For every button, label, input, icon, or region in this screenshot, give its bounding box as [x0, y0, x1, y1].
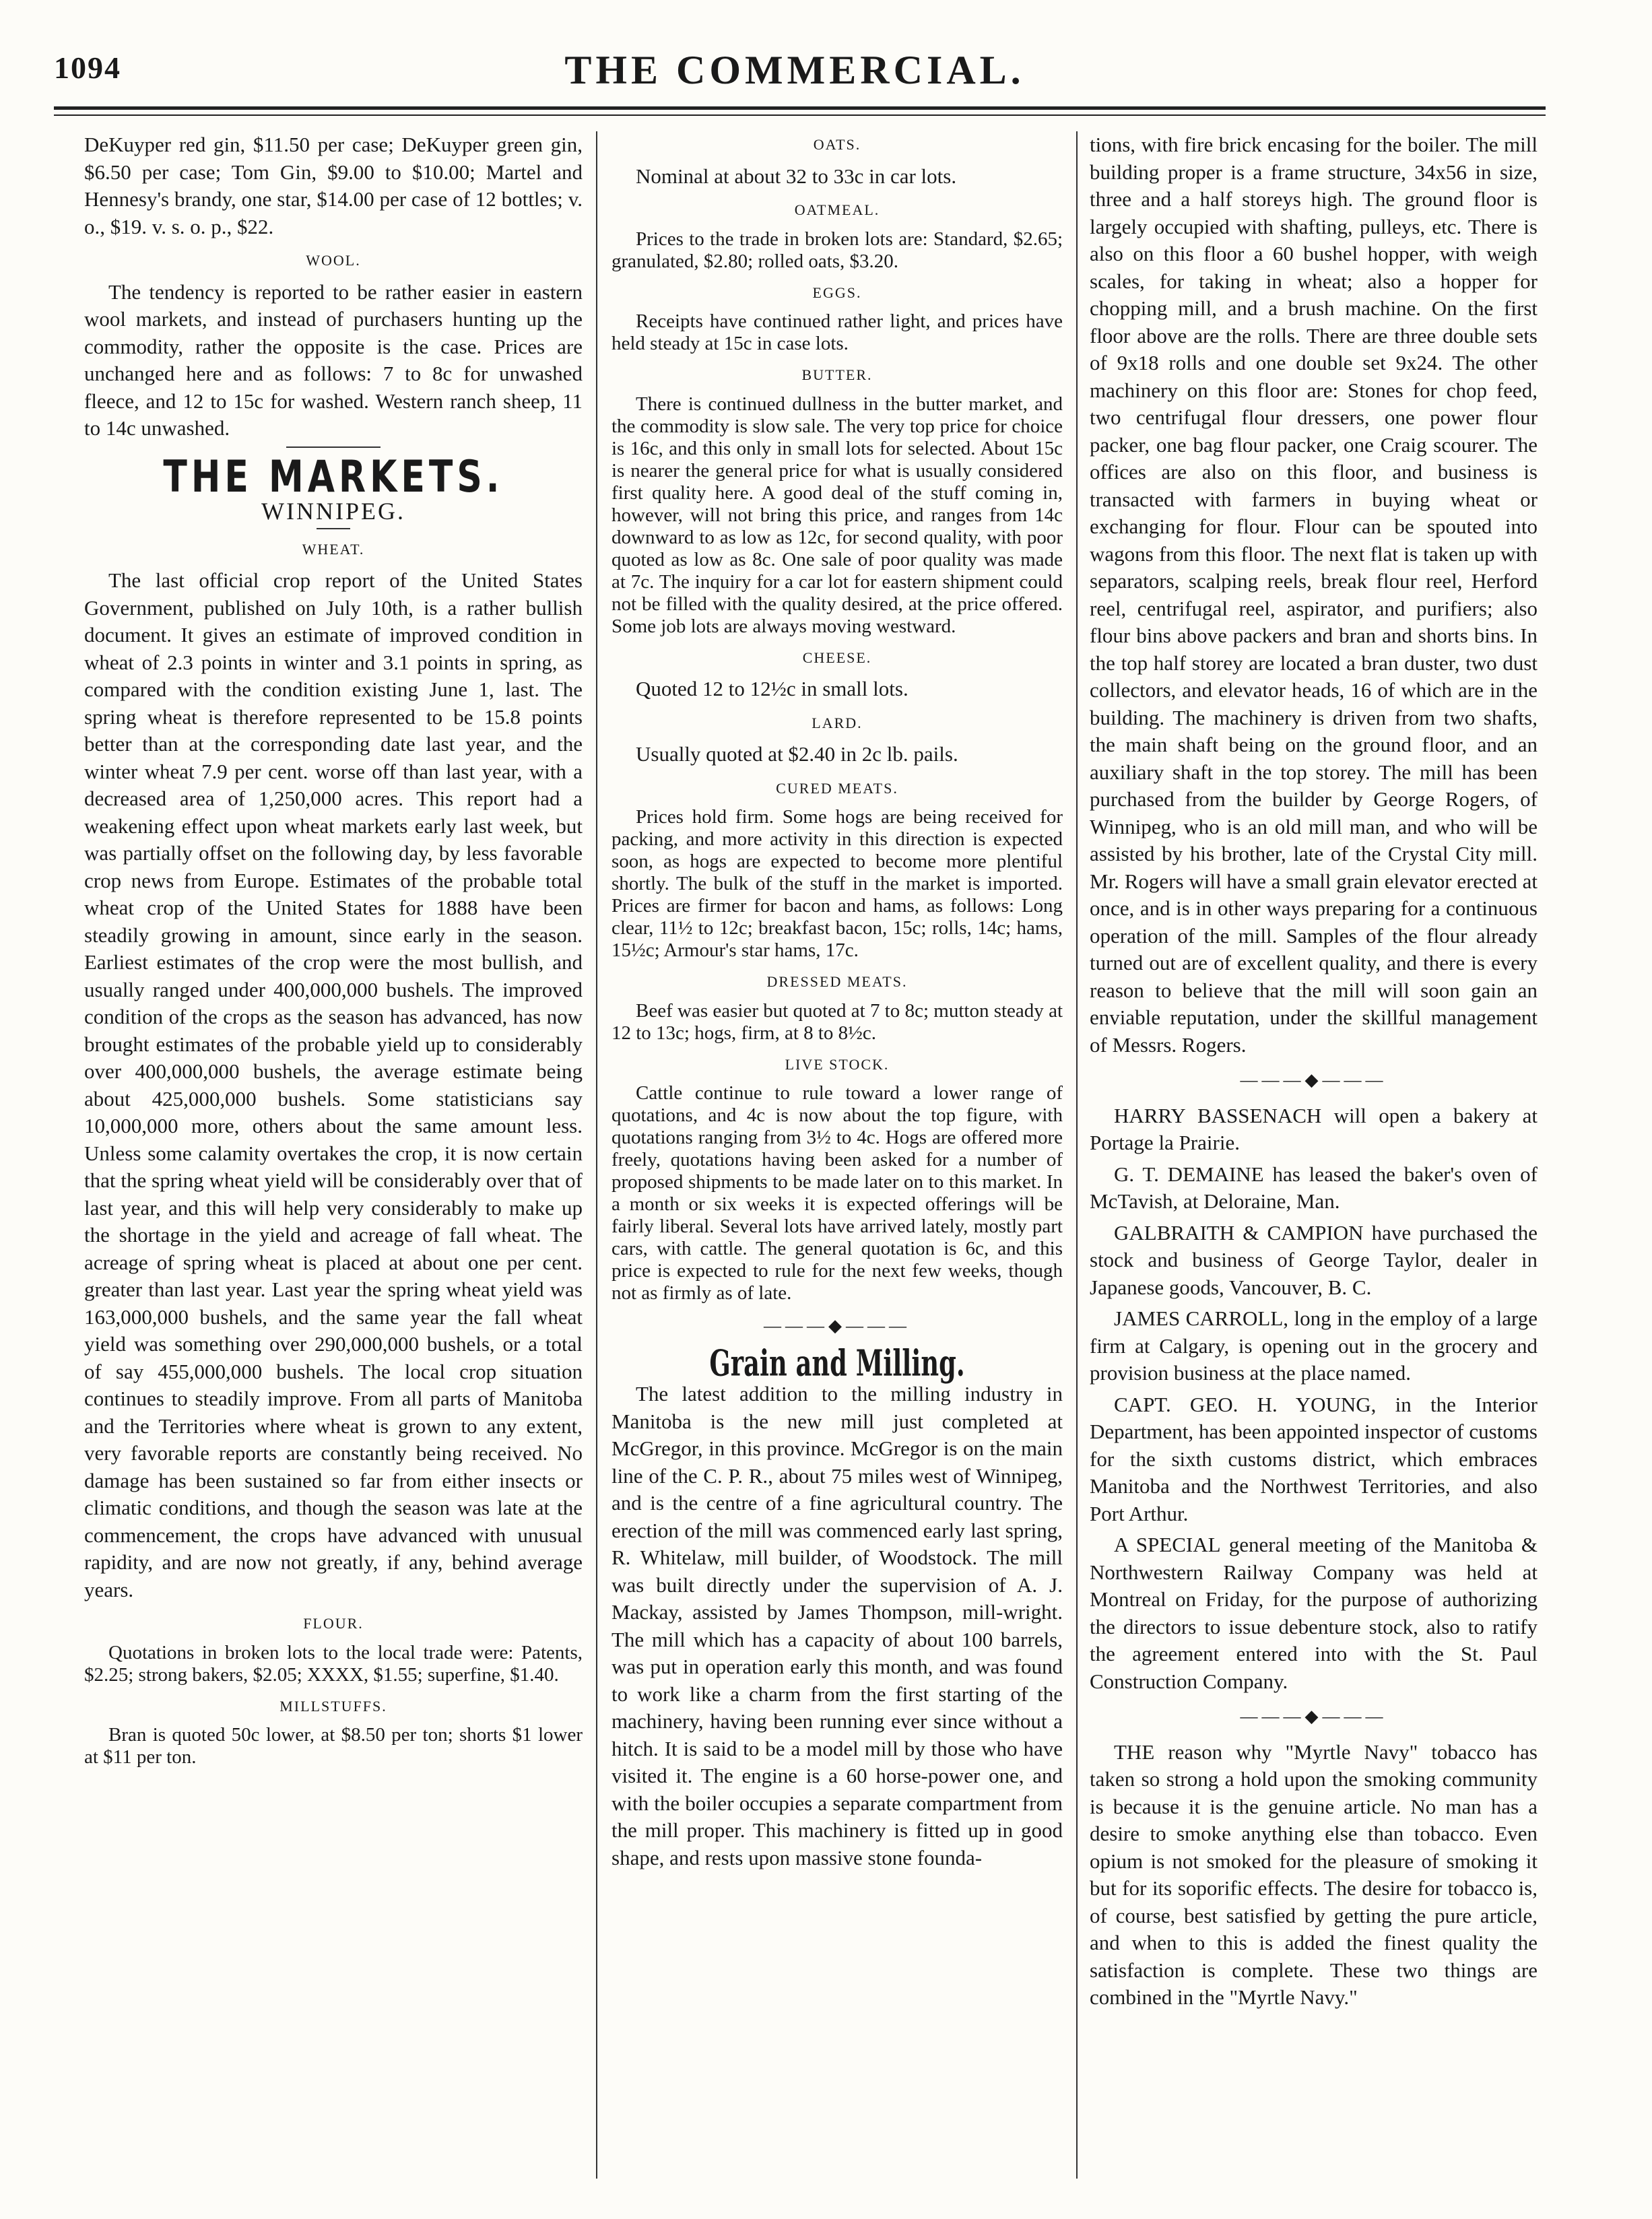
article-paragraph: Quoted 12 to 12½c in small lots.: [636, 677, 908, 700]
article-paragraph: Prices to the trade in broken lots are: Standard, $2.65; granulated, $2.80; rolled oats, $3.20.: [612, 228, 1063, 272]
ornamental-divider: ———◆———: [764, 1316, 911, 1335]
column-3: [1090, 131, 1538, 2192]
page-number: 1094: [54, 51, 121, 85]
news-item-name: GALBRAITH & CAMPION: [1114, 1220, 1364, 1245]
news-item-name: G. T. DEMAINE: [1114, 1162, 1264, 1186]
section-heading-cheese: CHEESE.: [802, 649, 872, 666]
article-paragraph: Receipts have continued rather light, and prices have held steady at 15c in case lots.: [612, 310, 1063, 354]
article-paragraph: There is continued dullness in the butter market, and the commodity is slow sale. The very top price for choice is 16c, and this only in small lots for selected. About 15c is nearer the general price for what is usually considered first quality here. A good deal of the stuff coming in, however, will not bring this price, and ranges from 14c downward to as low as 12c, for second quality, with poor quoted as low as 8c. One sale of poor quality was made at 7c. The inquiry for a car lot for eastern shipment could not be filled with the quality desired, at the price offered. Some job lots are always moving westward.: [612, 393, 1063, 637]
section-heading-lard: LARD.: [812, 714, 863, 731]
article-paragraph: The last official crop report of the United States Government, published on July 10th, is a rather bullish document. It gives an estimate of improved condition in wheat of 2.3 points in winter and 3.1 points in spring, as compared with the condition existing June 1, last. The spring wheat is therefore represented to be 15.8 points better than at the corresponding date last year, and the winter wheat 7.9 per cent. worse off than last year, with a decreased area of 1,250,000 acres. This report had a weakening effect upon wheat markets early last week, but was partially offset on the following day, by less favorable crop news from Europe. Estimates of the probable total wheat crop of the United States for 1888 have been steadily growing in amount, since early in the season. Earliest estimates of the crop were the most bullish, and usually ranged under 400,000,000 bushels. The improved condition of the crops as the season has advanced, has now brought estimates of the probable yield up to considerably over 400,000,000 bushels, the average estimate being about 425,000,000 bushels. Some statisticians say 10,000,000 more, others about the same amount less. Unless some calamity overtakes the crop, it is now certain that the spring wheat yield will be considerably over that of last year, and this will help very considerably to make up the shortage in the yield and acreage of fall wheat. The acreage of spring wheat is placed at about one per cent. greater than last year. Last year the spring wheat yield was 163,000,000 bushels, and the same year the fall wheat yield was something over 290,000,000 bushels, or a total of say 455,000,000 bushels. The local crop situation continues to steadily improve. From all parts of Manitoba and the Territories where wheat is grown to any extent, very favorable reports are constantly being received. No damage has been sustained so far from either insects or climatic conditions, and though the season was late at the commencement, the crops have advanced with unusual rapidity, and are now not greatly, if any, behind average years.: [84, 568, 583, 1601]
grain-milling-title: Grain and Milling.: [709, 1342, 965, 1384]
article-paragraph: Quotations in broken lots to the local trade were: Patents, $2.25; strong bakers, $2.05; XXXX, $1.55; superfine, $1.40.: [84, 1641, 583, 1686]
column-2: [612, 131, 1063, 2192]
header-rule: [54, 106, 1546, 110]
column-divider: [1076, 131, 1078, 2179]
news-item-name: CAPT. GEO. H. YOUNG,: [1114, 1392, 1377, 1416]
masthead-title: THE COMMERCIAL.: [564, 48, 1025, 92]
section-heading-oats: OATS.: [813, 136, 861, 153]
header-rule-thin: [54, 114, 1546, 116]
news-item: [1090, 1102, 1538, 1157]
news-item: [1090, 1739, 1538, 2012]
section-heading-live-stock: LIVE STOCK.: [785, 1055, 890, 1073]
section-heading-cured-meats: CURED MEATS.: [776, 779, 898, 797]
section-heading-butter: BUTTER.: [801, 366, 873, 383]
news-item-name: A SPECIAL: [1114, 1533, 1221, 1556]
article-paragraph: Usually quoted at $2.40 in 2c lb. pails.: [636, 742, 958, 766]
divider: [286, 446, 381, 448]
news-item-name: HARRY BASSENACH: [1114, 1103, 1322, 1127]
section-heading-flour: FLOUR.: [303, 1615, 364, 1632]
news-item-text: reason why "Myrtle Navy" tobacco has taken so strong a hold upon the smoking community is because it is the genuine article. No man has a desire to smoke anything else than tobacco. Even opium is not smoked for the pleasure of smoking it but for its soporific effects. The desire for tobacco is, of course, best satisfied by getting the pure article, and when to this is added the finest quality the satisfaction is complete. These two things are combined in the "Myrtle Navy.": [1090, 1740, 1538, 2009]
section-heading-dressed-meats: DRESSED MEATS.: [766, 973, 908, 990]
ornamental-divider: ———◆———: [1240, 1070, 1387, 1090]
news-item-name: THE: [1114, 1740, 1155, 1764]
column-divider: [596, 131, 597, 2179]
article-paragraph: Cattle continue to rule toward a lower range of quotations, and 4c is now about the top figure, with quotations ranging from 3½ to 4c. Hogs are offered more freely, quotations having been asked for a number of proposed shipments to be made later on to this market. In a month or six weeks it is expected offerings will be fairly liberal. Several lots have arrived lately, mostly part cars, with cattle. The general quotation is 6c, and this price is expected to rule for the next few weeks, though not as firmly as of late.: [612, 1082, 1063, 1304]
news-item: [1090, 1161, 1538, 1216]
news-item-text: has leased the baker's oven of McTavish, at Deloraine, Man.: [1090, 1162, 1538, 1213]
article-paragraph: Prices hold firm. Some hogs are being received for packing, and more activity in this direction is expected soon, as hogs are expected to become more plentiful shortly. The bulk of the stuff in the market is imported. Prices are firmer for bacon and hams, as follows: Long clear, 11½ to 12c; breakfast bacon, 15c; rolls, 14c; hams, 15½c; Armour's star hams, 17c.: [612, 806, 1063, 961]
article-paragraph: Nominal at about 32 to 33c in car lots.: [636, 164, 957, 188]
article-paragraph: tions, with fire brick encasing for the boiler. The mill building proper is a frame structure, 34x56 in size, three and a half storeys high. The ground floor is largely occupied with shafting, pulleys, etc. There is also on this floor a 60 bushel hopper, with weigh scales, for taking in wheat; also a hopper for chopping mill, and a brush machine. On the first floor above are the rolls. There are three double sets of 9x18 rolls and one double set 9x24. The other machinery on this floor are: Stones for chop feed, two centrifugal flour dressers, one power flour packer, one bag flour packer, one Craig scourer. The offices are also on this floor, and business is transacted with farmers in buying wheat or exchanging for flour. Flour can be spouted into wagons from this floor. The next flat is taken up with separators, scalping reels, break flour reel, Herford reel, centrifugal reel, aspirator, and purifiers; also flour bins above packers and bran and shorts bins. In the top half storey are located a bran duster, two dust collectors, and elevator heads, 16 of which are in the building. The machinery is driven from two shafts, the main shaft being on the ground floor, and an auxiliary shaft in the top storey. The mill has been purchased from the builder by George Rogers, of Winnipeg, who is an old mill man, and who will be assisted by his brother, late of the Crystal City mill. Mr. Rogers will have a small grain elevator erected at once, and is in other ways preparing for a continuous operation of the mill. Samples of the flour already turned out are of excellent quality, and there is every reason to believe that the mill will soon gain an enviable reputation, under the skillful management of Messrs. Rogers.: [1090, 133, 1538, 1057]
article-paragraph: Bran is quoted 50c lower, at $8.50 per ton; shorts $1 lower at $11 per ton.: [84, 1724, 583, 1768]
news-item: [1090, 1220, 1538, 1302]
news-item-name: JAMES CARROLL,: [1114, 1306, 1289, 1330]
article-paragraph: Beef was easier but quoted at 7 to 8c; mutton steady at 12 to 13c; hogs, firm, at 8 to 8½c.: [612, 999, 1063, 1044]
section-heading-millstuffs: MILLSTUFFS.: [279, 1697, 387, 1715]
news-item-text: will open a bakery at Portage la Prairie.: [1090, 1103, 1538, 1154]
ornamental-divider: ———◆———: [1240, 1707, 1387, 1726]
section-heading-wheat: WHEAT.: [302, 540, 365, 558]
section-heading-oatmeal: OATMEAL.: [794, 201, 880, 218]
city-heading: WINNIPEG.: [261, 498, 405, 525]
section-heading-eggs: EGGS.: [812, 284, 862, 301]
news-item-text: general meeting of the Manitoba & Northwestern Railway Company was held at Montreal on Friday, for the purpose of authorizing the directors to issue debenture stock, also to ratify the agreement entered into with the St. Paul Construction Company.: [1090, 1533, 1538, 1693]
news-item-text: have purchased the stock and business of George Taylor, dealer in Japanese goods, Vancouver, B. C.: [1090, 1220, 1538, 1299]
news-item-text: long in the employ of a large firm at Calgary, is opening out in the grocery and provision business at the place named.: [1090, 1306, 1538, 1385]
page-header: [54, 47, 1535, 101]
column-1: [84, 131, 583, 2192]
news-item: [1090, 1305, 1538, 1387]
article-paragraph: The latest addition to the milling industry in Manitoba is the new mill just completed at McGregor, in this province. McGregor is on the main line of the C. P. R., about 75 miles west of Winnipeg, and is the centre of a fine agricultural country. The erection of the mill was commenced early last spring, R. Whitelaw, mill builder, of Woodstock. The mill was built directly under the supervision of A. J. Mackay, assisted by James Thompson, mill-wright. The mill which has a capacity of about 100 barrels, was put in operation early this month, and was found to work like a charm from the first starting of the machinery, having been running ever since without a hitch. It is said to be a model mill by those who have visited it. The engine is a 60 horse-power one, and with the boiler occupies a separate compartment from the mill proper. This machinery is fitted up in good shape, and rests upon massive stone founda-: [612, 1382, 1063, 1869]
news-item-text: in the Interior Department, has been appointed inspector of customs for the sixth customs district, which embraces Manitoba and the Northwest Territories, and also Port Arthur.: [1090, 1392, 1538, 1525]
section-heading-wool: WOOL.: [306, 252, 361, 269]
article-paragraph: The tendency is reported to be rather easier in eastern wool markets, and instead of purchasers hunting up the commodity, rather the opposite is the case. Prices are unchanged here and as follows: 7 to 8c for unwashed fleece, and 12 to 15c for washed. Western ranch sheep, 11 to 14c unwashed.: [84, 279, 583, 440]
news-item: [1090, 1531, 1538, 1695]
divider: [317, 528, 350, 529]
news-item: [1090, 1391, 1538, 1528]
markets-title: THE MARKETS.: [163, 451, 504, 502]
article-paragraph: DeKuyper red gin, $11.50 per case; DeKuyper green gin, $6.50 per case; Tom Gin, $9.00 to $10.00; Martel and Hennesy's brandy, one star, $14.00 per case of 12 bottles; v. o., $19. v. s. o. p., $22.: [84, 133, 583, 238]
